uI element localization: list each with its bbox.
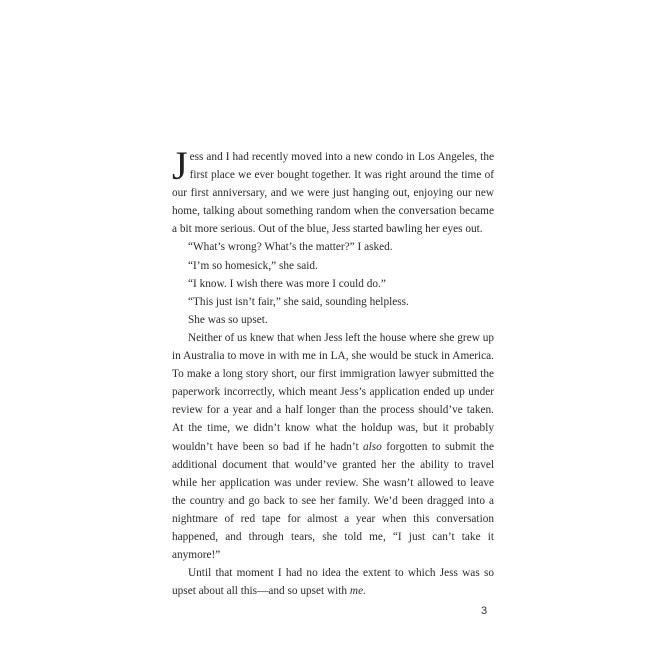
paragraph-closing: [172, 564, 494, 600]
paragraph-text: forgotten to submit the additional document that would’ve granted her the ability to travel while her application was under review. She wasn’t allowed to leave the country and go back to see her family. We’d been dragged into a nightmare of red tape for almost a year when this conversation happened, and through tears, she told me, “I just can’t take it anymore!”: [172, 440, 494, 562]
paragraph-text: Until that moment I had no idea the extent to which Jess was so upset about all this—and so upset with: [172, 567, 494, 598]
dialogue-line: “What’s wrong? What’s the matter?” I asked.: [188, 241, 393, 254]
dialogue-line: “I’m so homesick,” she said.: [188, 259, 318, 272]
dialogue-line: “This just isn’t fair,” she said, sounding helpless.: [188, 295, 409, 308]
drop-cap: J: [172, 143, 188, 188]
paragraph-opening: [172, 143, 494, 238]
paragraph-short: She was so upset.: [188, 313, 268, 326]
emphasis-text: also: [363, 440, 382, 453]
emphasis-text: me.: [349, 585, 366, 598]
body-text: [172, 143, 494, 600]
dialogue-line: “I know. I wish there was more I could do.”: [188, 277, 386, 290]
paragraph-text: Neither of us knew that when Jess left the house where she grew up in Australia to move in with me in LA, she would be stuck in America. To make a long story short, our first immigration lawyer submitted the paperwork incorrectly, which meant Jess’s application ended up under review for a year and a half longer than the process should’ve taken. At the time, we didn’t know what the holdup was, but it probably wouldn’t have been so bad if he hadn’t: [172, 331, 494, 453]
page-number: 3: [481, 605, 488, 617]
paragraph-immigration: [172, 329, 494, 564]
opening-text: ess and I had recently moved into a new condo in Los Angeles, the first place we ever bought together. It was right around the time of our first anniversary, and we were just hanging out, enjoying our new home, talking about something random when the conversation became a bit more serious. Out of the blue, Jess started bawling her eyes out.: [172, 151, 494, 236]
